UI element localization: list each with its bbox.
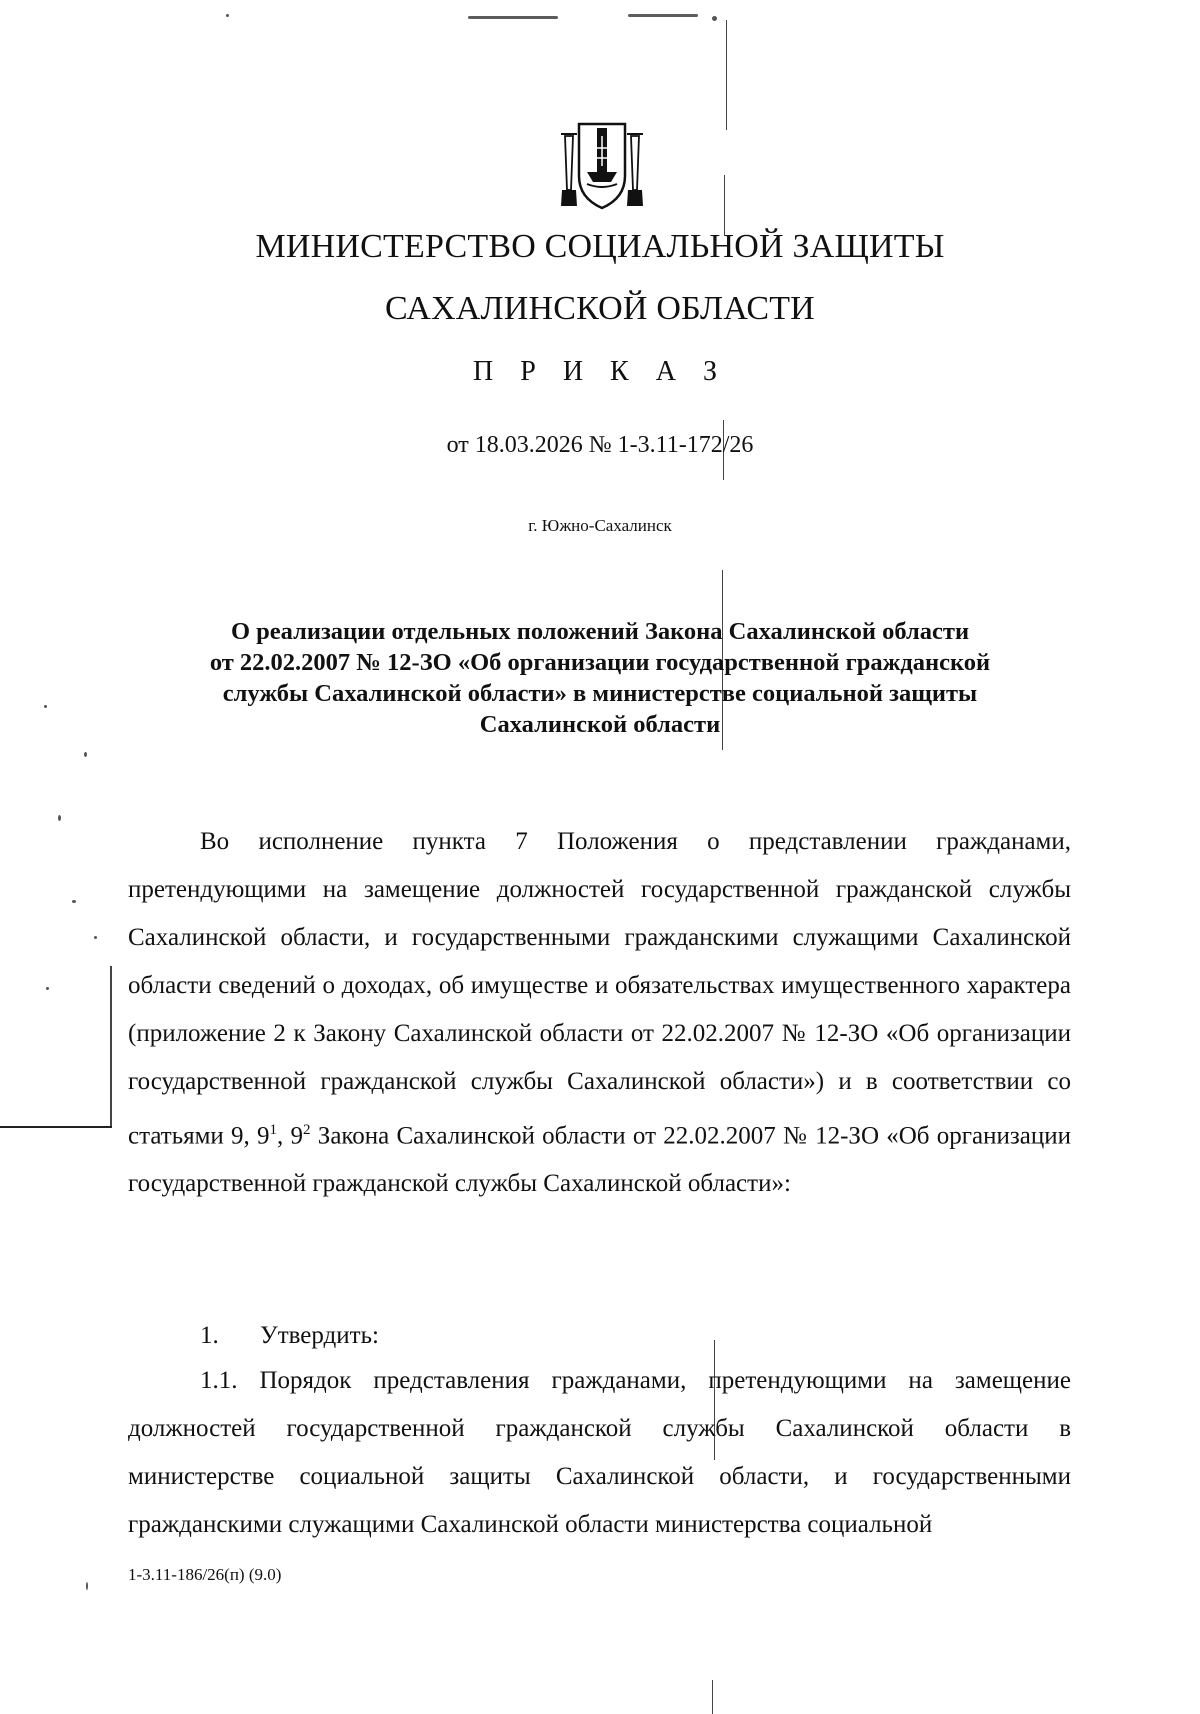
- preamble-text: Во исполнение пункта 7 Положения о представлении гражданами, претендующими на замещение должностей государственной гражданской службы Сахалинской области, и государственными гражданскими служащими Сахалинской области сведений о доходах, об имуществе и обязательствах имущественного характера (приложение 2 к Закону Сахалинской области от 22.02.2007 № 12-ЗО «Об организации государственной гражданской службы Сахалинской области») и в соответствии со статьями 9, 9: [128, 828, 1071, 1150]
- title-line: Сахалинской области: [479, 711, 721, 738]
- scan-artifact: [44, 705, 47, 708]
- title-line: службы Сахалинской области» в министерстве социальной защиты: [222, 680, 978, 707]
- list-item-number: 1.: [200, 1322, 219, 1349]
- document-title: [140, 616, 1060, 740]
- document-code: 1-3.11-186/26(п) (9.0): [128, 1565, 282, 1584]
- list-item-1: [200, 1312, 500, 1360]
- scan-artifact: [94, 936, 97, 939]
- margin-bracket: [0, 1126, 112, 1128]
- list-item-1-1: 1.1. Порядок представления гражданами, претендующими на замещение должностей государственной гражданской службы Сахалинской области в министерстве социальной защиты Сахалинской области, и государственными гражданскими служащими Сахалинской области министерства социальной: [128, 1367, 1071, 1538]
- title-line: от 22.02.2007 № 12-ЗО «Об организации государственной гражданской: [209, 649, 991, 676]
- order-number: от 18.03.2026 № 1-3.11-172/26: [446, 432, 754, 458]
- scan-artifact: [72, 900, 76, 903]
- preamble-separator: , 9: [277, 1122, 304, 1150]
- fold-line: [724, 175, 725, 235]
- city: г. Южно-Сахалинск: [528, 516, 672, 535]
- superscript: 2: [303, 1122, 311, 1138]
- coat-of-arms-icon: [557, 116, 647, 212]
- fold-line: [726, 20, 727, 130]
- scan-artifact: [226, 14, 229, 17]
- superscript: 1: [269, 1122, 278, 1138]
- margin-bracket: [110, 966, 112, 1126]
- scan-artifact: [58, 815, 61, 821]
- list-item-text: Утвердить:: [260, 1322, 379, 1349]
- preamble-paragraph: [128, 818, 1071, 1208]
- fold-line: [712, 1680, 713, 1714]
- scan-artifact: [86, 1582, 88, 1590]
- scan-artifact: [46, 987, 49, 990]
- ministry-name-line2: САХАЛИНСКОЙ ОБЛАСТИ: [385, 290, 815, 327]
- scan-artifact: [712, 16, 717, 21]
- ministry-name-line1: МИНИСТЕРСТВО СОЦИАЛЬНОЙ ЗАЩИТЫ: [255, 228, 945, 265]
- scan-artifact: [468, 16, 558, 19]
- scan-artifact: [84, 752, 87, 757]
- document-type: П Р И К А З: [473, 356, 727, 387]
- scan-artifact: [628, 14, 698, 17]
- title-line: О реализации отдельных положений Закона Сахалинской области: [230, 618, 970, 645]
- preamble-text-continued: Закона Сахалинской области от 22.02.2007 № 12-ЗО «Об организации государственной гражданской службы Сахалинской области»:: [128, 1122, 1071, 1198]
